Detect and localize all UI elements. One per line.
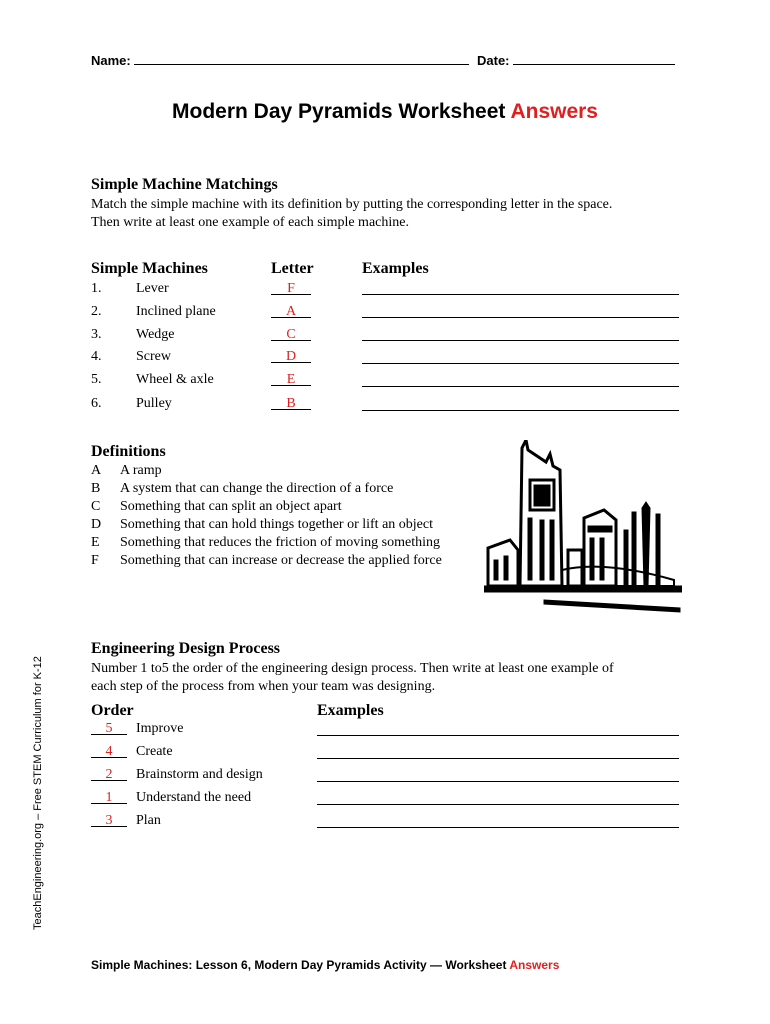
definition-letter: C <box>91 499 101 514</box>
footer-answers: Answers <box>509 958 560 972</box>
order-answer-field[interactable] <box>91 767 127 783</box>
row-number: 2. <box>91 304 102 319</box>
machine-name: Inclined plane <box>136 304 216 319</box>
example-line[interactable] <box>317 827 679 828</box>
definition-item <box>91 498 442 516</box>
design-step: Understand the need <box>136 790 252 805</box>
example-line[interactable] <box>317 758 679 759</box>
example-line[interactable] <box>362 340 679 341</box>
matching-heading: Simple Machine Matchings <box>91 176 278 193</box>
name-date-header <box>91 52 681 68</box>
example-line[interactable] <box>362 363 679 364</box>
definition-item <box>91 534 442 552</box>
order-answer: 5 <box>105 721 113 736</box>
letter-answer-field[interactable] <box>271 372 311 388</box>
definition-item <box>91 480 442 498</box>
design-process-instructions <box>91 660 691 696</box>
row-number: 3. <box>91 327 102 342</box>
example-line[interactable] <box>362 317 679 318</box>
letter-answer: E <box>286 372 296 387</box>
letter-answer: D <box>285 349 297 364</box>
design-process-heading: Engineering Design Process <box>91 640 281 657</box>
design-step: Improve <box>136 721 184 736</box>
machine-name: Wheel & axle <box>136 372 214 387</box>
definition-letter: D <box>91 517 102 532</box>
col-design-examples: Examples <box>317 702 384 719</box>
name-label: Name: <box>91 53 131 68</box>
definition-letter: E <box>91 535 100 550</box>
order-answer: 4 <box>105 744 113 759</box>
design-step: Create <box>136 744 173 759</box>
page-title <box>0 100 770 124</box>
letter-answer: C <box>286 327 296 342</box>
order-answer-field[interactable] <box>91 744 127 760</box>
design-step: Brainstorm and design <box>136 767 263 782</box>
date-field[interactable] <box>513 52 675 65</box>
definition-item <box>91 516 442 534</box>
design-step: Plan <box>136 813 161 828</box>
sidebar-credit: TeachEngineering.org – Free STEM Curriculum for K-12 <box>32 656 44 930</box>
row-number: 1. <box>91 281 102 296</box>
definition-letter: B <box>91 481 101 496</box>
example-line[interactable] <box>317 735 679 736</box>
definitions-list <box>91 462 442 570</box>
letter-answer: B <box>286 396 296 411</box>
row-number: 5. <box>91 372 102 387</box>
letter-answer-field[interactable] <box>271 327 311 343</box>
order-answer-field[interactable] <box>91 721 127 737</box>
order-answer-field[interactable] <box>91 813 127 829</box>
col-letter: Letter <box>271 260 314 277</box>
definition-item <box>91 552 442 570</box>
order-answer: 3 <box>105 813 113 828</box>
example-line[interactable] <box>317 781 679 782</box>
table-row <box>91 281 102 297</box>
machine-name: Wedge <box>136 327 175 342</box>
letter-answer-field[interactable] <box>271 396 311 412</box>
letter-answer: F <box>287 281 295 296</box>
matching-instructions-line1: Match the simple machine with its definition by putting the corresponding letter in the space. <box>91 197 613 212</box>
row-number: 6. <box>91 396 102 411</box>
date-label: Date: <box>477 53 510 68</box>
definition-text: Something that can hold things together or lift an object <box>120 517 433 532</box>
col-simple-machines: Simple Machines <box>91 260 208 277</box>
example-line[interactable] <box>317 804 679 805</box>
definition-item <box>91 462 442 480</box>
letter-answer-field[interactable] <box>271 304 311 320</box>
definition-text: A ramp <box>120 463 162 478</box>
design-instructions-line2: each step of the process from when your team was designing. <box>91 679 436 694</box>
letter-answer-field[interactable] <box>271 349 311 365</box>
definitions-heading: Definitions <box>91 443 166 460</box>
title-answers: Answers <box>510 100 598 123</box>
machine-name: Screw <box>136 349 171 364</box>
design-instructions-line1: Number 1 to5 the order of the engineering design process. Then write at least one example of <box>91 661 614 676</box>
name-field[interactable] <box>134 52 469 65</box>
letter-answer: A <box>285 304 297 319</box>
title-main: Modern Day Pyramids Worksheet <box>172 100 506 123</box>
order-answer-field[interactable] <box>91 790 127 806</box>
definition-text: Something that can increase or decrease the applied force <box>120 553 442 568</box>
machine-name: Pulley <box>136 396 172 411</box>
row-number: 4. <box>91 349 102 364</box>
definition-letter: A <box>91 463 102 478</box>
example-line[interactable] <box>362 386 679 387</box>
definition-text: Something that reduces the friction of moving something <box>120 535 440 550</box>
definition-letter: F <box>91 553 99 568</box>
col-examples: Examples <box>362 260 429 277</box>
letter-answer-field[interactable] <box>271 281 311 297</box>
page-footer <box>91 958 559 972</box>
col-order: Order <box>91 702 134 719</box>
example-line[interactable] <box>362 410 679 411</box>
definition-text: Something that can split an object apart <box>120 499 342 514</box>
example-line[interactable] <box>362 294 679 295</box>
matching-instructions-line2: Then write at least one example of each simple machine. <box>91 215 409 230</box>
city-skyline-icon <box>484 440 682 615</box>
footer-text: Simple Machines: Lesson 6, Modern Day Pyramids Activity — Worksheet <box>91 958 507 972</box>
order-answer: 1 <box>105 790 113 805</box>
definition-text: A system that can change the direction of a force <box>120 481 394 496</box>
matching-instructions <box>91 196 691 232</box>
order-answer: 2 <box>105 767 113 782</box>
machine-name: Lever <box>136 281 169 296</box>
